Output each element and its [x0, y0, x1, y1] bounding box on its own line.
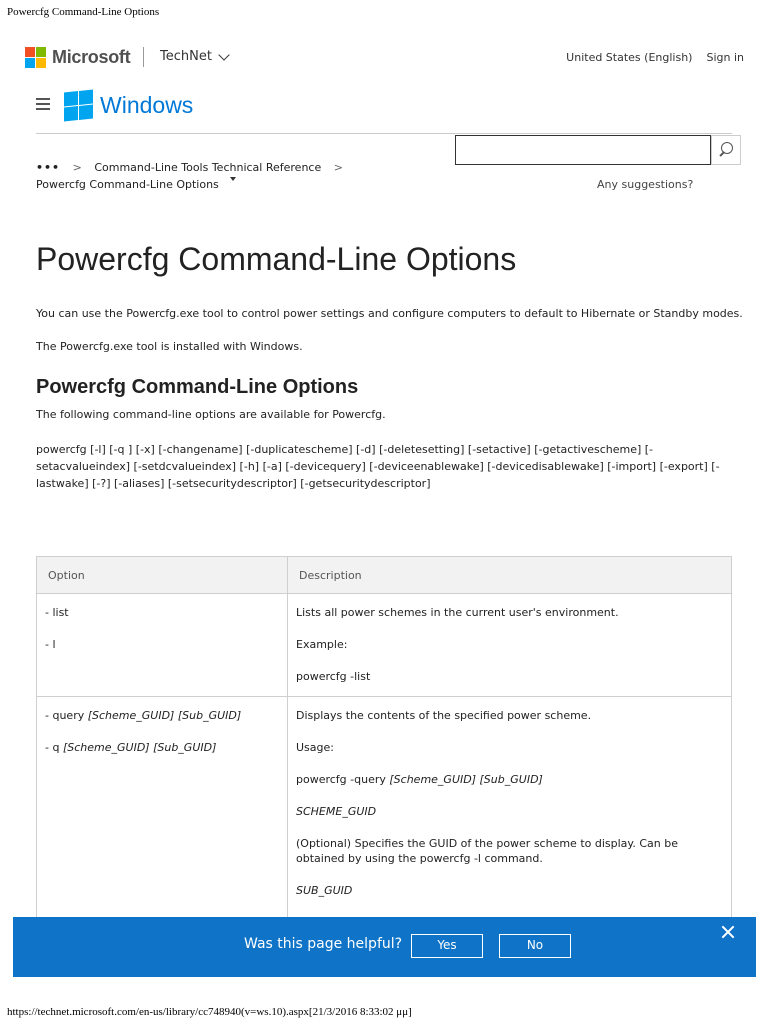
breadcrumb: ••• > Command-Line Tools Technical Reference > Powercfg Command-Line Options — [36, 161, 343, 191]
param-sub-guid: SUB_GUID — [296, 884, 353, 897]
search-button[interactable] — [711, 135, 741, 165]
option-name: - list — [45, 606, 69, 619]
print-header: Powercfg Command-Line Options — [7, 6, 160, 18]
suggestions-link[interactable]: Any suggestions? — [597, 178, 694, 191]
option-name: - query [Scheme_GUID] [Sub_GUID] — [45, 709, 242, 722]
options-table — [36, 556, 732, 918]
option-description: Displays the contents of the specified power scheme. — [296, 709, 592, 722]
technet-label: TechNet — [160, 49, 212, 64]
breadcrumb-more[interactable]: ••• — [36, 161, 61, 174]
feedback-question: Was this page helpful? — [244, 936, 403, 952]
feedback-no-button[interactable]: No — [499, 934, 571, 958]
windows-logo-icon — [64, 89, 93, 121]
chevron-down-icon — [218, 49, 229, 60]
print-footer: https://technet.microsoft.com/en-us/library/cc748940(v=ws.10).aspx[21/3/2016 8:33:02 μμ] — [7, 1006, 412, 1018]
breadcrumb-item-cmdline-reference[interactable]: Command-Line Tools Technical Reference — [94, 161, 322, 174]
option-alias: - q [Scheme_GUID] [Sub_GUID] — [45, 741, 217, 754]
windows-brand-text: Windows — [100, 92, 194, 118]
syntax-block: powercfg [-l] [-q ] [-x] [-changename] [-duplicatescheme] [-d] [-deletesetting] [-setactive] [-getactivescheme] [-setacvalueindex] [-setdcvalueindex] [-h] [-a] [-devicequery] [-deviceenablewake] [-devicedisablewake] [-import] [-export] [-lastwake] [-?] [-aliases] [-setsecuritydescriptor] [-getsecuritydescriptor] — [36, 443, 720, 490]
usage-command: powercfg -query [Scheme_GUID] [Sub_GUID] — [296, 773, 543, 786]
search-input[interactable] — [455, 135, 711, 165]
param-scheme-guid: SCHEME_GUID — [296, 805, 377, 818]
option-alias: - l — [45, 638, 56, 651]
table-row — [37, 594, 732, 697]
example-command: powercfg -list — [296, 670, 371, 683]
usage-label: Usage: — [296, 741, 334, 754]
microsoft-logo-icon — [25, 47, 46, 68]
intro-paragraph: You can use the Powercfg.exe tool to control power settings and configure computers to default to Hibernate or Standby modes. — [36, 307, 743, 320]
param-scheme-guid-description: (Optional) Specifies the GUID of the power scheme to display. Can be obtained by using the powercfg -l command. — [296, 837, 678, 865]
column-header-description: Description — [288, 557, 732, 594]
caret-down-icon[interactable] — [230, 177, 236, 181]
technet-menu[interactable] — [160, 49, 228, 64]
windows-logo[interactable] — [64, 91, 193, 120]
section-heading: Powercfg Command-Line Options — [36, 376, 359, 398]
hamburger-menu-icon[interactable] — [36, 98, 50, 113]
feedback-banner — [13, 917, 756, 977]
locale-link[interactable]: United States (English) — [566, 51, 693, 64]
microsoft-logo[interactable] — [25, 47, 130, 68]
column-header-option: Option — [37, 557, 288, 594]
table-row — [37, 697, 732, 918]
sign-in-link[interactable]: Sign in — [706, 51, 744, 64]
microsoft-brand-text: Microsoft — [52, 47, 131, 67]
installed-paragraph: The Powercfg.exe tool is installed with Windows. — [36, 340, 303, 353]
close-icon[interactable] — [721, 925, 735, 939]
option-description: Lists all power schemes in the current user's environment. — [296, 606, 619, 619]
example-label: Example: — [296, 638, 348, 651]
header-separator — [36, 133, 732, 134]
breadcrumb-item-current[interactable]: Powercfg Command-Line Options — [36, 178, 219, 191]
section-intro: The following command-line options are available for Powercfg. — [36, 408, 386, 421]
feedback-yes-button[interactable]: Yes — [411, 934, 483, 958]
page-title: Powercfg Command-Line Options — [36, 241, 517, 277]
header-divider — [143, 47, 144, 67]
